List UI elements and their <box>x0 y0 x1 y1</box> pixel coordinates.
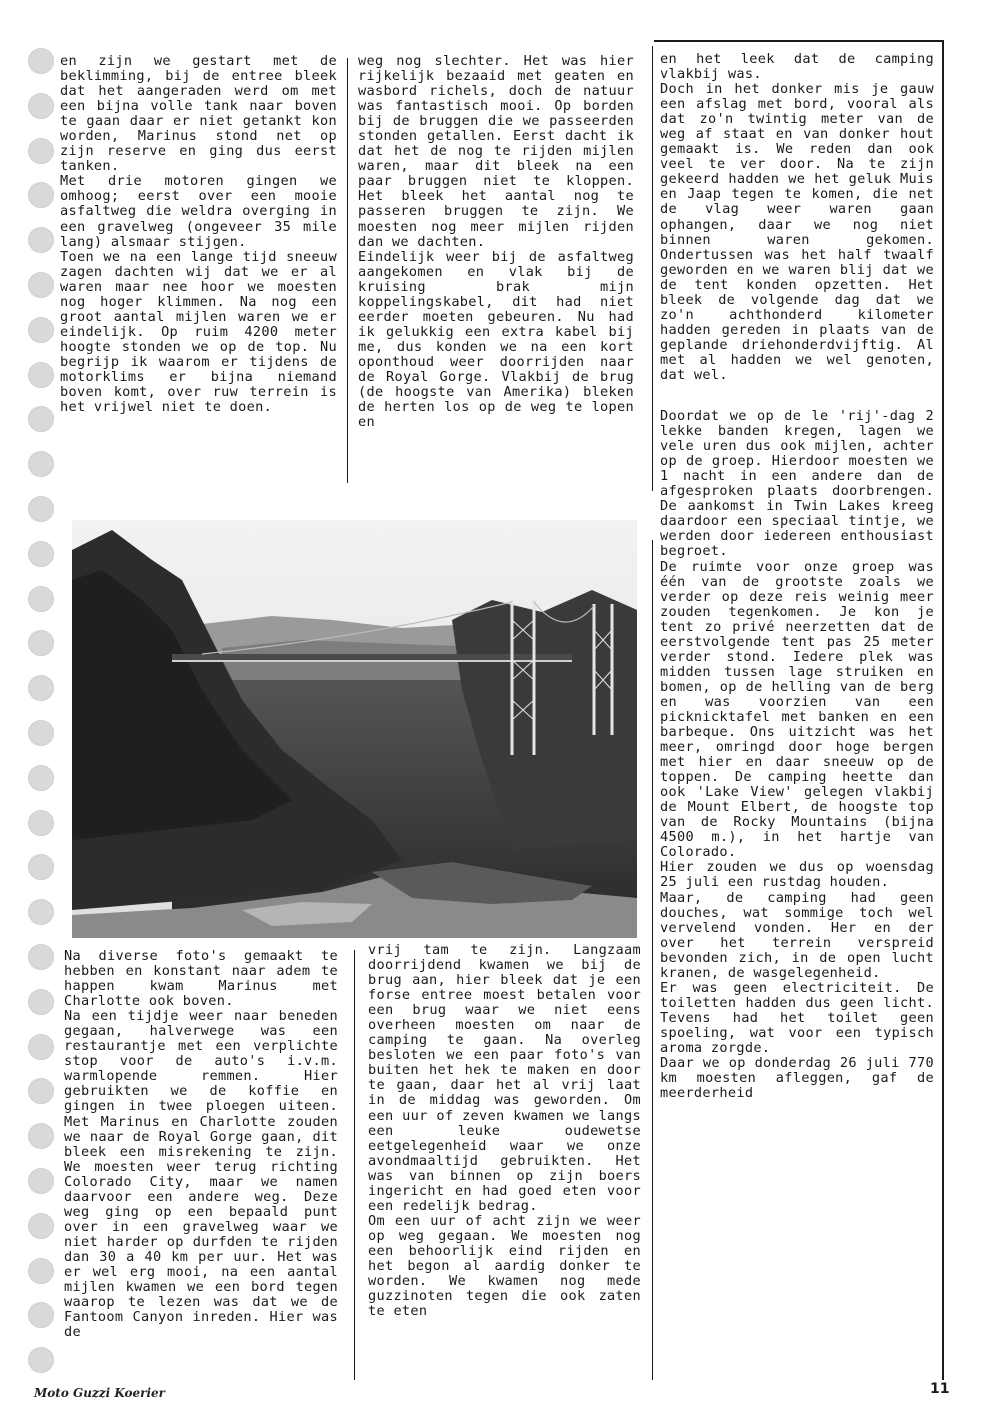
magazine-name: Moto Guzzi Koerier <box>34 1386 165 1400</box>
spiral-binding <box>28 48 54 1398</box>
binding-hole <box>28 541 54 567</box>
binding-hole <box>28 810 54 836</box>
binding-hole <box>28 1168 54 1194</box>
paragraph: Met drie motoren gingen we omhoog; eerst over een mooie asfaltweg die weldra overging in een gravelweg (ongeveer 35 mile lang) alsmaar stijgen. <box>60 173 337 250</box>
binding-hole <box>28 989 54 1015</box>
binding-hole <box>28 272 54 298</box>
binding-hole <box>28 406 54 432</box>
paragraph: Om een uur of acht zijn we weer op weg gegaan. We moesten nog een behoorlijk eind rijden en het begon al aardig donker te worden. We kwamen nog mede guzzinoten tegen die ook zaten te eten <box>368 1212 641 1320</box>
paragraph: en het leek dat de camping vlakbij was. <box>660 52 934 83</box>
column-divider <box>652 540 653 1380</box>
binding-hole <box>28 138 54 164</box>
binding-hole <box>28 362 54 388</box>
binding-hole <box>28 1302 54 1328</box>
paragraph: Hier zouden we dus op woensdag 25 juli een rustdag houden. <box>660 859 934 891</box>
paragraph: Eindelijk weer bij de asfaltweg aangekomen en vlak bij de kruising brak mijn koppelingskabel, dit had niet eerder moeten gebeuren. Nu had ik gelukkig een extra kabel bij me, dus konden we na een kort oponthoud weer doorrijden naar de Royal Gorge. Vlakbij de brug (de hoogste van Amerika) bleken de herten los op de weg te lopen en <box>358 248 634 431</box>
paragraph: vrij tam te zijn. Langzaam doorrijdend kwamen we bij de brug aan, hier bleek dat je een forse entree moest betalen voor een brug waar we niet eens overheen moesten om naar de camping te gaan. Na overleg besloten we een paar foto's van buiten het hek te maken en door te gaan, daar het al vrij laat in de middag was geworden. Om een uur of zeven kwamen we langs een leuke oudewetse eetgelegenheid waar we onze avondmaaltijd gebruikten. Het was van binnen op zijn boers ingericht en had goed eten voor een redelijk bedrag. <box>368 943 641 1214</box>
binding-hole <box>28 227 54 253</box>
binding-hole <box>28 944 54 970</box>
paragraph: en zijn we gestart met de beklimming, bij de entree bleek dat het aangeraden werd om met een bijna volle tank naar boven te gaan daar er niet getankt kon worden, Marinus stond net op zijn reserve en ging dus eerst tanken. <box>60 54 337 175</box>
binding-hole <box>28 854 54 880</box>
right-border-rule <box>942 40 944 1380</box>
paragraph: Na diverse foto's gemaakt te hebben en konstant naar adem te happen kwam Marinus met Charlotte ook boven. <box>64 949 338 1010</box>
binding-hole <box>28 93 54 119</box>
text-column-4 <box>64 949 338 1379</box>
binding-hole <box>28 630 54 656</box>
paragraph: Daar we op donderdag 26 juli 770 km moesten afleggen, gaf de meerderheid <box>660 1055 934 1102</box>
binding-hole <box>28 1078 54 1104</box>
paragraph: Maar, de camping had geen douches, wat sommige toch wel vervelend vonden. Her en der over het terrein verspreid bevonden zich, in de open lucht kranen, de wasgelegenheid. <box>660 889 934 981</box>
binding-hole <box>28 1213 54 1239</box>
binding-hole <box>28 48 54 74</box>
binding-hole <box>28 1258 54 1284</box>
binding-hole <box>28 720 54 746</box>
text-column-3 <box>660 52 934 1382</box>
paragraph: Na een tijdje weer naar beneden gegaan, halverwege was een restaurantje met een verplichte stop voor de auto's i.v.m. warmlopende remmen. Hier gebruikten we de koffie en gingen in twee ploegen uiteen. Met Marinus en Charlotte zouden we naar de Royal Gorge gaan, dit bleek een misrekening te zijn. We moesten weer terug richting Colorado City, maar we namen daarvoor een andere weg. Deze weg ging op een bepaald punt over in een gravelweg waar we niet harder op durfden te rijden dan 30 a 40 km per uur. Het was er wel erg mooi, na een aantal mijlen kwamen we een bord tegen waarop te lezen was dat we de Fantoom Canyon inreden. Hier was de <box>64 1008 338 1341</box>
binding-hole <box>28 675 54 701</box>
binding-hole <box>28 765 54 791</box>
binding-hole <box>28 182 54 208</box>
text-column-5 <box>368 943 641 1379</box>
paragraph: weg nog slechter. Het was hier rijkelijk bezaaid met geaten en wasbord richels, doch de natuur was fantastisch mooi. Op borden bij de bruggen die we passeerden stonden getallen. Eerst dacht ik dat het de nog te rijden mijlen waren, maar dit bleek na een paar bruggen niet te kloppen. Het bleek het aantal nog te passeren bruggen te zijn. We moesten nog meer mijlen rijden dan we dachten. <box>358 54 634 250</box>
column-divider <box>354 950 355 1380</box>
text-column-2 <box>358 54 634 484</box>
text-column-1 <box>60 54 337 484</box>
paragraph: Doordat we op de le 'rij'-dag 2 lekke banden kregen, lagen we vele uren dus ook mijlen, achter op de groep. Hierdoor moesten we 1 nacht in een andere dan de afgesproken plaats doorbrengen. De aankomst in Twin Lakes kreeg daardoor een speciaal tintje, we werden door iedereen enthousiast begroet. <box>660 408 934 560</box>
binding-hole <box>28 899 54 925</box>
binding-hole <box>28 496 54 522</box>
royal-gorge-bridge-photo <box>72 520 637 938</box>
paragraph: De ruimte voor onze groep was één van de grootste zoals we verder op deze reis weinig meer zouden tegenkomen. Je kon je tent zo privé neerzetten dat de eerstvolgende tent pas 25 meter verder stond. Iedere plek was midden tussen lage struiken en bomen, op de helling van de berg en was voorzien van een picknicktafel met banken en een barbeque. Ons uitzicht was het meer, omringd door hoge bergen met hier en daar sneeuw op de toppen. De camping heette dan ook 'Lake View' gelegen vlakbij de Mount Elbert, de hoogste top van de Rocky Mountains (bijna 4500 m.), in het hartje van Colorado. <box>660 558 934 861</box>
binding-hole <box>28 1123 54 1149</box>
column-divider <box>652 46 653 491</box>
page-number: 11 <box>930 1381 950 1397</box>
binding-hole <box>28 451 54 477</box>
paragraph: Toen we na een lange tijd sneeuw zagen dachten wij dat we er al waren maar nee hoor we moesten nog hoger klimmen. Na nog een groot aantal mijlen waren we er eindelijk. Op ruim 4200 meter hoogte stonden we op de top. Nu begrijp ik waarom er tijdens de motorklims er bijna niemand boven komt, over ruw terrein is het vrijwel niet te doen. <box>60 248 337 416</box>
column-divider <box>347 58 348 483</box>
top-border-rule <box>654 40 944 42</box>
paragraph: Er was geen electriciteit. De toiletten hadden dus geen licht. Tevens had het toilet geen spoeling, wat voor een typisch aroma zorgde. <box>660 979 934 1056</box>
binding-hole <box>28 1034 54 1060</box>
binding-hole <box>28 317 54 343</box>
binding-hole <box>28 586 54 612</box>
binding-hole <box>28 1347 54 1373</box>
paragraph: Doch in het donker mis je gauw een afslag met bord, vooral als dat zo'n twintig meter van de weg af staat en van donker hout gemaakt is. We reden dan ook veel te ver door. Na te zijn gekeerd hadden we het geluk Muis en Jaap tegen te komen, die net de vlag weer waren gaan ophangen, daar we nog niet binnen waren gekomen. Ondertussen was het half twaalf geworden en we waren blij dat we de tent konden opzetten. Het bleek de volgende dag dat we zo'n achthonderd kilometer hadden gereden in plaats van de geplande driehonderdvijftig. Al met al hadden we wel genoten, dat wel. <box>660 81 934 383</box>
